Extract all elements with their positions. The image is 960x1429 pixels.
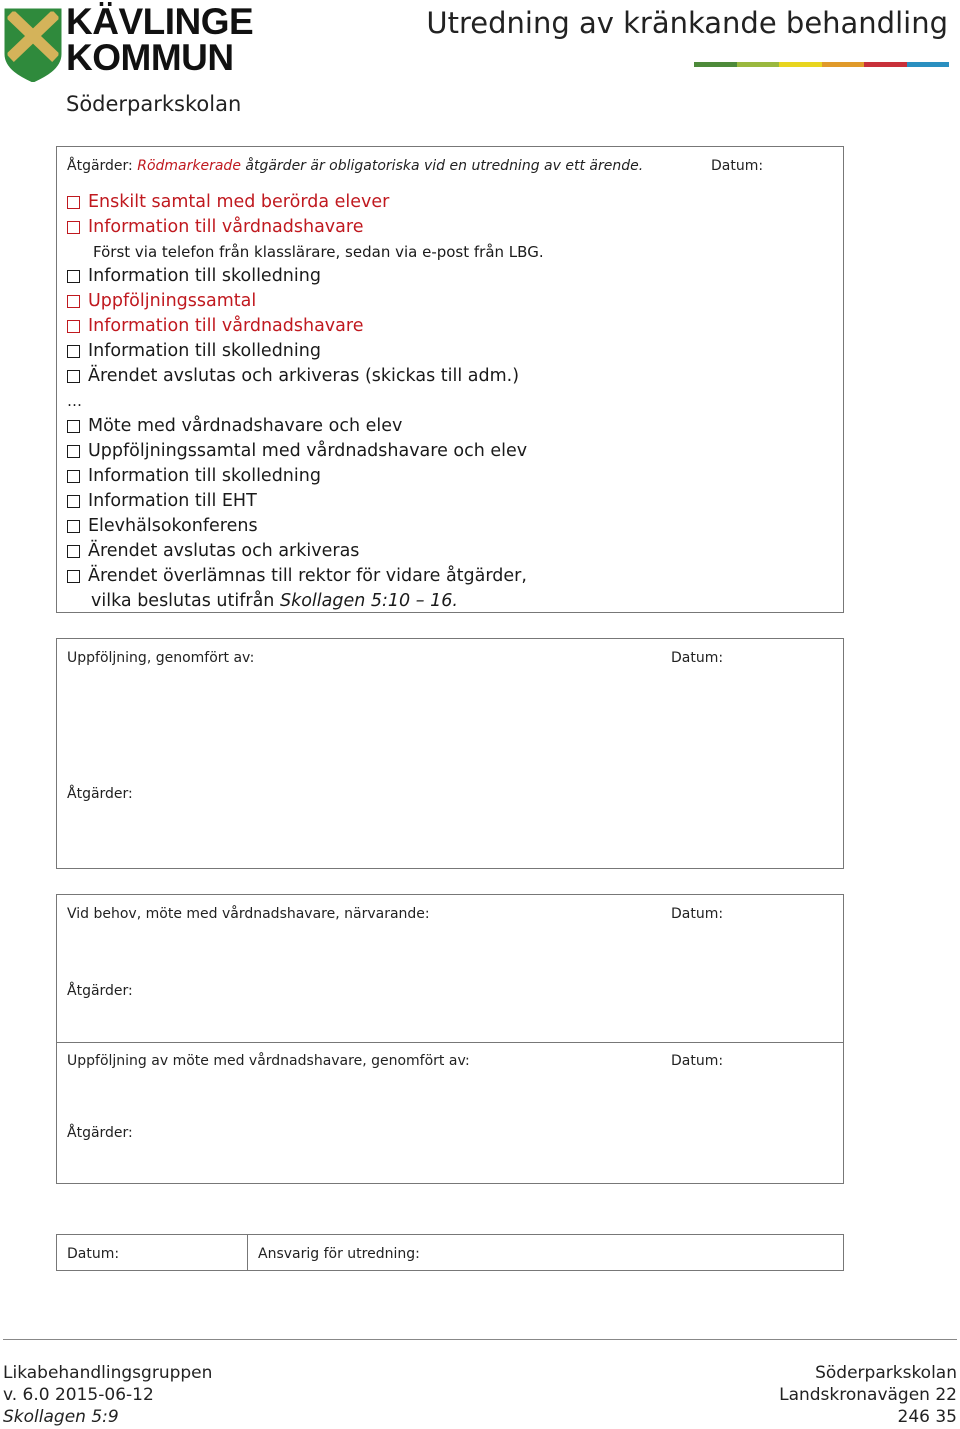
checklist-item[interactable] xyxy=(67,215,544,240)
checkbox-icon[interactable] xyxy=(67,295,80,308)
law-reference: Skollagen 5:10 – 16. xyxy=(279,591,458,611)
actions-date-label: Datum: xyxy=(711,158,764,174)
color-stripe-segment xyxy=(737,62,780,67)
checklist-item-label: Först via telefon från klasslärare, sedan via e-post från LBG. xyxy=(93,242,544,261)
checklist-item-label: Ärendet avslutas och arkiveras (skickas till adm.) xyxy=(88,366,520,386)
color-stripe-segment xyxy=(907,62,950,67)
school-name: Söderparkskolan xyxy=(66,92,242,116)
checklist-item[interactable] xyxy=(67,489,544,514)
checkbox-icon[interactable] xyxy=(67,196,80,209)
logo-line-1: KÄVLINGE xyxy=(66,1,254,42)
checklist-item-label: Enskilt samtal med berörda elever xyxy=(88,192,390,212)
color-stripe-segment xyxy=(822,62,865,67)
checkbox-icon[interactable] xyxy=(67,520,80,533)
signoff-date-label: Datum: xyxy=(67,1246,120,1262)
checklist-item-label: Ärendet avslutas och arkiveras xyxy=(88,541,360,561)
checklist-item-label: Möte med vårdnadshavare och elev xyxy=(88,416,403,436)
meeting-followup-label: Uppföljning av möte med vårdnadshavare, genomfört av: xyxy=(67,1053,470,1069)
checkbox-icon[interactable] xyxy=(67,221,80,234)
checklist-item[interactable] xyxy=(67,464,544,489)
meeting-followup-date-label: Datum: xyxy=(671,1053,724,1069)
followup-actions-label: Åtgärder: xyxy=(67,786,133,802)
guardian-meeting-box xyxy=(56,894,844,1184)
meeting-followup-actions-label: Åtgärder: xyxy=(67,1125,133,1141)
actions-checklist-box xyxy=(56,146,844,613)
meeting-present-label: Vid behov, möte med vårdnadshavare, närvarande: xyxy=(67,906,430,922)
checklist-item[interactable] xyxy=(67,190,544,215)
actions-intro xyxy=(67,158,643,174)
checklist-item[interactable] xyxy=(67,314,544,339)
checklist-item-label: Elevhälsokonferens xyxy=(88,516,258,536)
footer-divider xyxy=(3,1339,957,1340)
followup-date-label: Datum: xyxy=(671,650,724,666)
checklist-item[interactable] xyxy=(67,514,544,539)
color-stripe-segment xyxy=(779,62,822,67)
logo-wordmark xyxy=(66,1,254,78)
checklist-item-label: Information till EHT xyxy=(88,491,257,511)
checklist-item-label: Information till vårdnadshavare xyxy=(88,217,364,237)
checklist-item-label: Uppföljningssamtal med vårdnadshavare och elev xyxy=(88,441,528,461)
signoff-divider xyxy=(247,1235,248,1270)
color-stripe-segment xyxy=(864,62,907,67)
checklist-item[interactable] xyxy=(67,364,544,389)
checkbox-icon[interactable] xyxy=(67,470,80,483)
signoff-box xyxy=(56,1234,844,1271)
checkbox-icon[interactable] xyxy=(67,445,80,458)
footer-group: Likabehandlingsgruppen xyxy=(3,1363,213,1383)
checklist-item-label: Information till skolledning xyxy=(88,266,321,286)
checkbox-icon[interactable] xyxy=(67,345,80,358)
color-stripe xyxy=(694,62,949,67)
checkbox-icon[interactable] xyxy=(67,370,80,383)
footer-right xyxy=(779,1362,957,1428)
required-marker-text: Rödmarkerade xyxy=(137,158,241,174)
signoff-responsible-label: Ansvarig för utredning: xyxy=(258,1246,420,1262)
ellipsis-line xyxy=(67,389,544,414)
color-stripe-segment xyxy=(694,62,737,67)
footer-version: v. 6.0 2015-06-12 xyxy=(3,1385,154,1405)
checklist-item[interactable] xyxy=(67,339,544,364)
footer-school: Söderparkskolan xyxy=(815,1363,957,1383)
logo-line-2: KOMMUN xyxy=(66,37,234,78)
footer-law: Skollagen 5:9 xyxy=(3,1407,119,1427)
checklist-item[interactable] xyxy=(67,289,544,314)
checkbox-icon[interactable] xyxy=(67,495,80,508)
checkbox-icon[interactable] xyxy=(67,570,80,583)
meeting-date-label: Datum: xyxy=(671,906,724,922)
checklist-item[interactable] xyxy=(67,539,544,564)
checkbox-icon[interactable] xyxy=(67,320,80,333)
checklist-item-label: Information till skolledning xyxy=(88,341,321,361)
checklist-item-label: … xyxy=(67,392,82,410)
checklist-note xyxy=(67,240,544,264)
checklist-item[interactable] xyxy=(67,264,544,289)
checklist-item-label: Information till skolledning xyxy=(88,466,321,486)
checklist-item-label: Uppföljningssamtal xyxy=(88,291,257,311)
checkbox-icon[interactable] xyxy=(67,420,80,433)
checklist-item[interactable] xyxy=(67,439,544,464)
actions-checklist xyxy=(67,190,544,614)
kavlinge-kommun-logo-shield xyxy=(4,8,62,82)
meeting-actions-label: Åtgärder: xyxy=(67,983,133,999)
checklist-item-label: Information till vårdnadshavare xyxy=(88,316,364,336)
checkbox-icon[interactable] xyxy=(67,270,80,283)
footer-postcode: 246 35 xyxy=(897,1407,957,1427)
continuation-text: vilka beslutas utifrån xyxy=(91,591,280,611)
checklist-item[interactable] xyxy=(67,564,544,589)
checklist-item-label: Ärendet överlämnas till rektor för vidare åtgärder, xyxy=(88,566,527,586)
followup-box xyxy=(56,638,844,869)
checklist-item-continuation xyxy=(67,589,544,614)
checklist-item[interactable] xyxy=(67,414,544,439)
footer-street: Landskronavägen 22 xyxy=(779,1385,957,1405)
followup-done-by-label: Uppföljning, genomfört av: xyxy=(67,650,255,666)
actions-intro-prefix: Åtgärder: xyxy=(67,158,138,174)
checkbox-icon[interactable] xyxy=(67,545,80,558)
footer-left xyxy=(3,1362,212,1428)
section-divider xyxy=(57,1042,843,1043)
actions-intro-note: åtgärder är obligatoriska vid en utredning av ett ärende. xyxy=(240,158,644,174)
document-title: Utredning av kränkande behandling xyxy=(426,6,948,40)
